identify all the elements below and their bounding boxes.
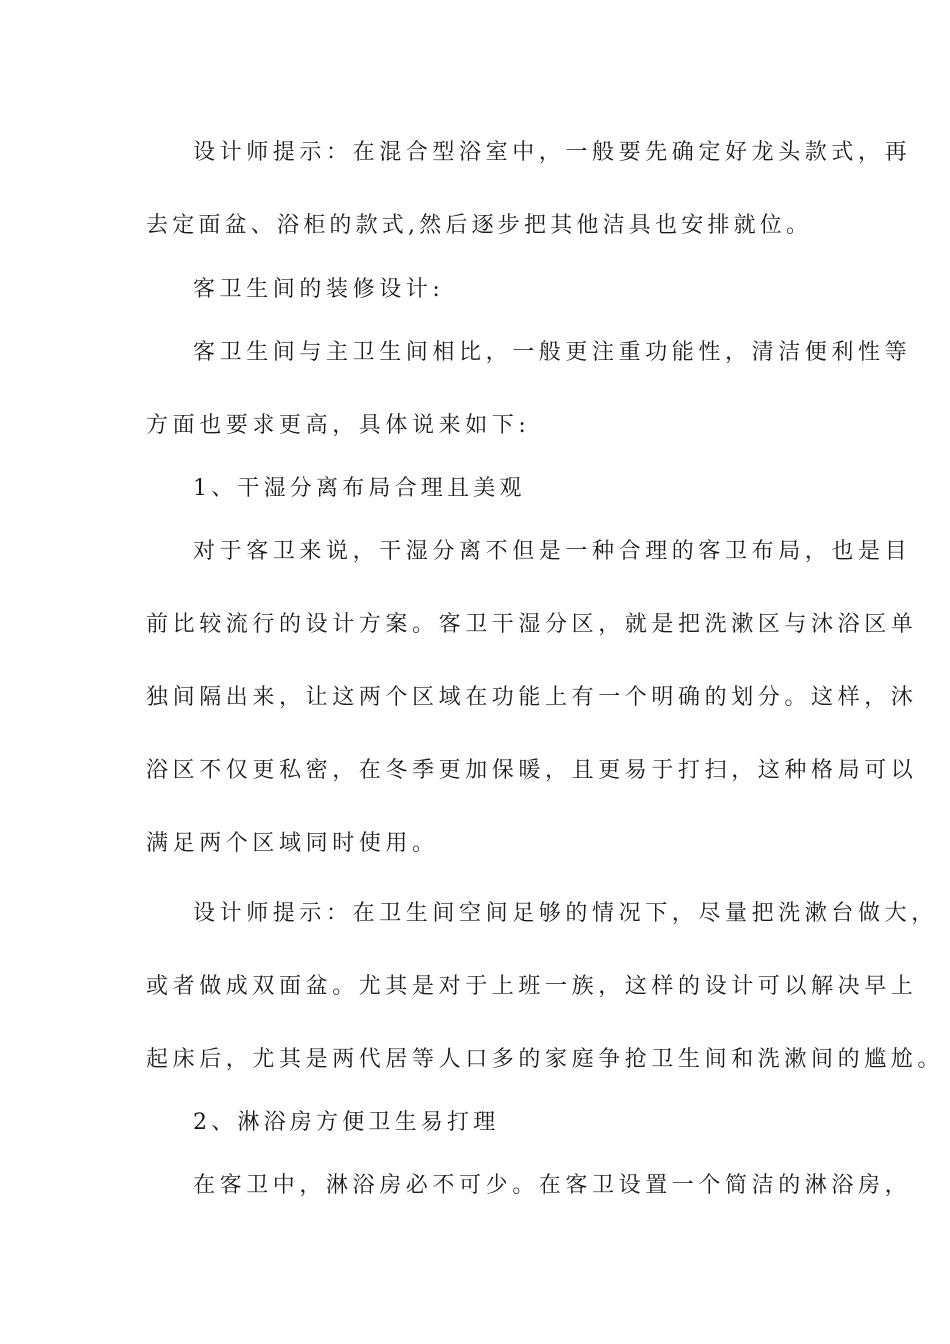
paragraph-line: 对于客卫来说，干湿分离不但是一种合理的客卫布局，也是目: [193, 539, 912, 564]
paragraph-line: 独间隔出来，让这两个区域在功能上有一个明确的划分。这样，沐: [146, 685, 918, 710]
section-heading: 客卫生间的装修设计:: [193, 277, 445, 302]
paragraph-line: 浴区不仅更私密，在冬季更加保暖，且更易于打扫，这种格局可以: [146, 758, 918, 783]
subsection-heading: 2、淋浴房方便卫生易打理: [193, 1110, 500, 1135]
paragraph-line: 设计师提示：在混合型浴室中，一般要先确定好龙头款式，再: [193, 140, 912, 165]
paragraph-line: 或者做成双面盆。尤其是对于上班一族，这样的设计可以解决早上: [146, 974, 918, 999]
paragraph-line: 去定面盆、浴柜的款式,然后逐步把其他洁具也安排就位。: [146, 213, 813, 238]
paragraph-line: 设计师提示：在卫生间空间足够的情况下，尽量把洗漱台做大，: [193, 901, 938, 926]
paragraph-line: 客卫生间与主卫生间相比，一般更注重功能性，清洁便利性等: [193, 340, 912, 365]
paragraph-line: 方面也要求更高，具体说来如下:: [146, 413, 531, 438]
subsection-heading: 1、干湿分离布局合理且美观: [193, 476, 526, 501]
paragraph-line: 前比较流行的设计方案。客卫干湿分区，就是把洗漱区与沐浴区单: [146, 612, 918, 637]
paragraph-line: 起床后，尤其是两代居等人口多的家庭争抢卫生间和洗漱间的尴尬。: [146, 1047, 945, 1072]
paragraph-line: 在客卫中，淋浴房必不可少。在客卫设置一个简洁的淋浴房，: [193, 1173, 912, 1198]
paragraph-line: 满足两个区域同时使用。: [146, 831, 439, 856]
